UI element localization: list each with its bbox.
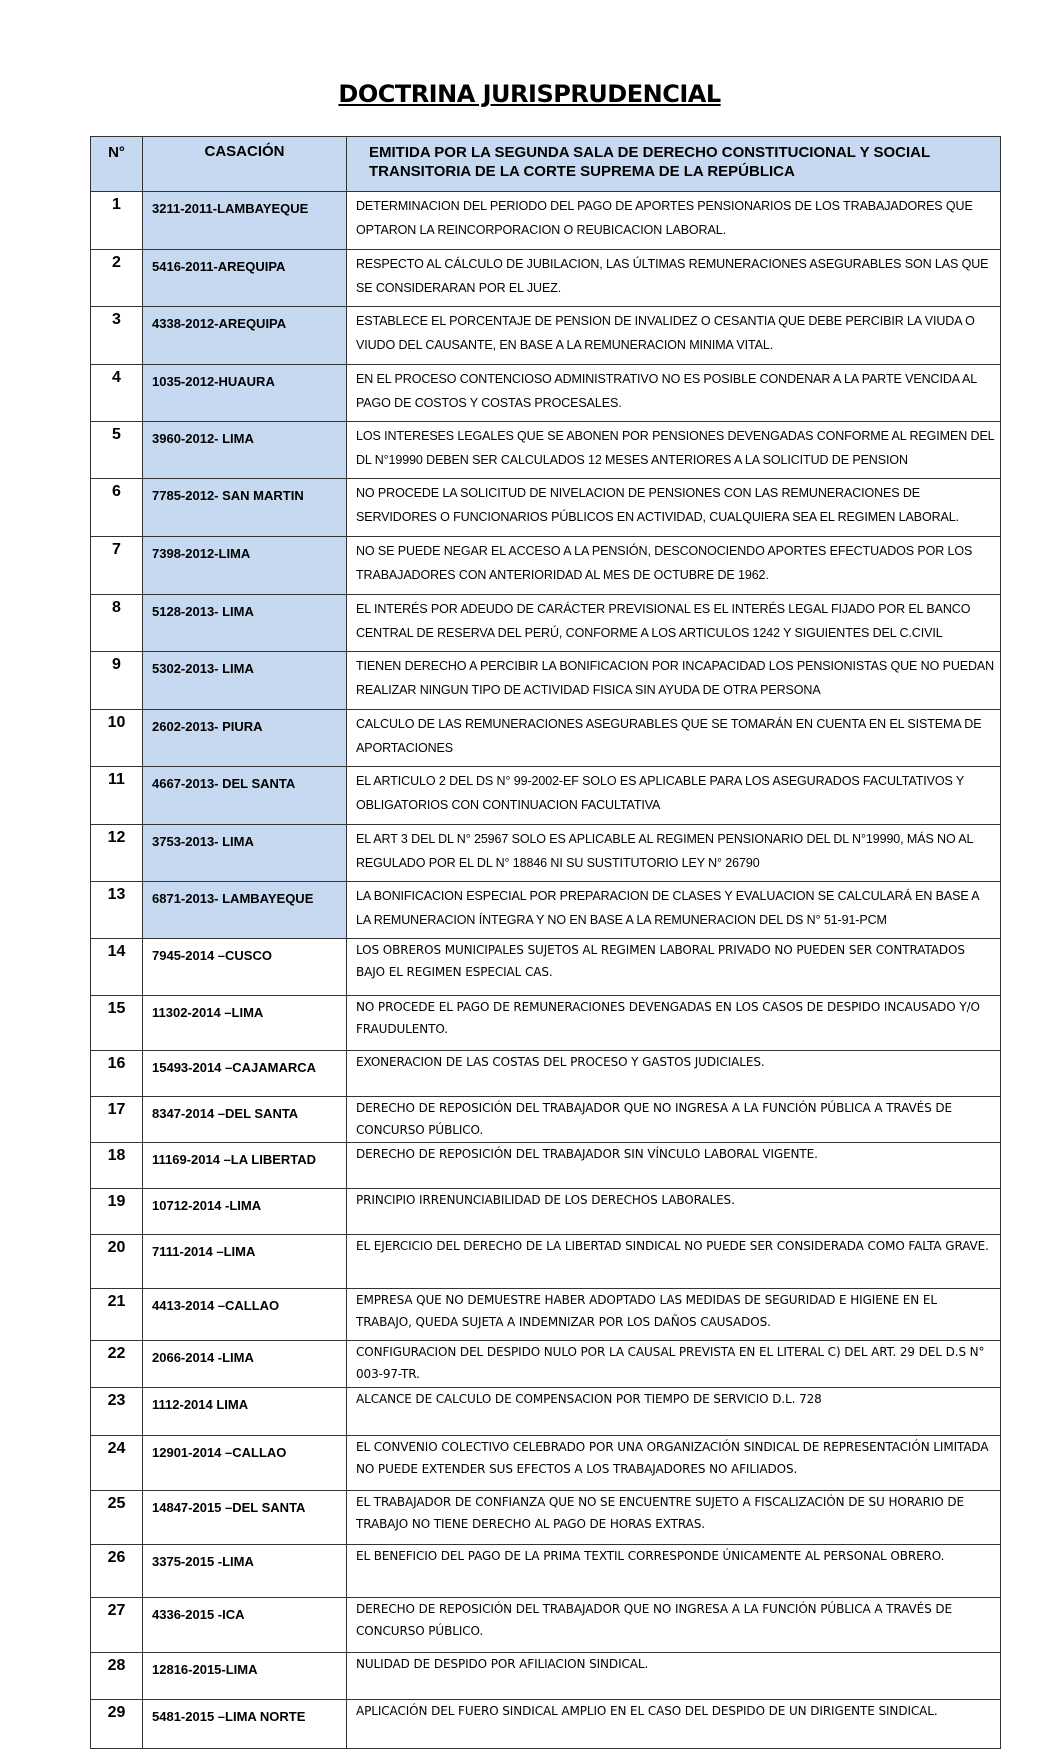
row-description: ESTABLECE EL PORCENTAJE DE PENSION DE INVALIDEZ O CESANTIA QUE DEBE PERCIBIR LA VIUDA O VIUDO DEL CAUSANTE, EN BASE A LA REMUNERACION MINIMA VITAL. <box>347 307 1001 365</box>
row-number: 15 <box>91 996 143 1051</box>
row-number: 18 <box>91 1143 143 1189</box>
row-description: ALCANCE DE CALCULO DE COMPENSACION POR TIEMPO DE SERVICIO D.L. 728 <box>347 1388 1001 1436</box>
row-number: 2 <box>91 250 143 307</box>
table-row <box>91 1700 1001 1749</box>
table-row <box>91 1341 1001 1388</box>
row-number: 9 <box>91 652 143 710</box>
row-casacion: 7111-2014 –LIMA <box>143 1235 347 1289</box>
row-description: EL CONVENIO COLECTIVO CELEBRADO POR UNA ORGANIZACIÓN SINDICAL DE REPRESENTACIÓN LIMITADA NO PUEDE EXTENDER SUS EFECTOS A LOS TRABAJADORES NO AFILIADOS. <box>347 1436 1001 1491</box>
row-description: DERECHO DE REPOSICIÓN DEL TRABAJADOR QUE NO INGRESA A LA FUNCIÓN PÚBLICA A TRAVÉS DE CONCURSO PÚBLICO. <box>347 1598 1001 1653</box>
table-row <box>91 595 1001 652</box>
row-casacion: 11169-2014 –LA LIBERTAD <box>143 1143 347 1189</box>
row-number: 24 <box>91 1436 143 1491</box>
row-casacion: 5302-2013- LIMA <box>143 652 347 710</box>
row-number: 10 <box>91 710 143 767</box>
row-casacion: 12901-2014 –CALLAO <box>143 1436 347 1491</box>
row-number: 13 <box>91 882 143 939</box>
row-description: PRINCIPIO IRRENUNCIABILIDAD DE LOS DERECHOS LABORALES. <box>347 1189 1001 1235</box>
row-number: 23 <box>91 1388 143 1436</box>
row-description: EL ART 3 DEL DL N° 25967 SOLO ES APLICABLE AL REGIMEN PENSIONARIO DEL DL N°19990, MÁS NO AL REGULADO POR EL DL N° 18846 NI SU SUSTITUTORIO LEY N° 26790 <box>347 825 1001 882</box>
row-description: EL BENEFICIO DEL PAGO DE LA PRIMA TEXTIL CORRESPONDE ÚNICAMENTE AL PERSONAL OBRERO. <box>347 1545 1001 1598</box>
row-casacion: 4667-2013- DEL SANTA <box>143 767 347 825</box>
row-description: DETERMINACION DEL PERIODO DEL PAGO DE APORTES PENSIONARIOS DE LOS TRABAJADORES QUE OPTARON LA REINCORPORACION O REUBICACION LABORAL. <box>347 192 1001 250</box>
row-casacion: 14847-2015 –DEL SANTA <box>143 1491 347 1545</box>
table-row <box>91 767 1001 825</box>
row-number: 8 <box>91 595 143 652</box>
row-description: CALCULO DE LAS REMUNERACIONES ASEGURABLES QUE SE TOMARÁN EN CUENTA EN EL SISTEMA DE APORTACIONES <box>347 710 1001 767</box>
table-row <box>91 996 1001 1051</box>
table-row <box>91 1545 1001 1598</box>
table-row <box>91 882 1001 939</box>
row-casacion: 7785-2012- SAN MARTIN <box>143 479 347 537</box>
row-description: EMPRESA QUE NO DEMUESTRE HABER ADOPTADO LAS MEDIDAS DE SEGURIDAD E HIGIENE EN EL TRABAJO, QUEDA SUJETA A INDEMNIZAR POR LOS DAÑOS CAUSADOS. <box>347 1289 1001 1341</box>
row-description: DERECHO DE REPOSICIÓN DEL TRABAJADOR QUE NO INGRESA A LA FUNCIÓN PÚBLICA A TRAVÉS DE CONCURSO PÚBLICO. <box>347 1097 1001 1143</box>
row-casacion: 5416-2011-AREQUIPA <box>143 250 347 307</box>
row-number: 7 <box>91 537 143 595</box>
row-casacion: 4338-2012-AREQUIPA <box>143 307 347 365</box>
table-row <box>91 1051 1001 1097</box>
table-row <box>91 1235 1001 1289</box>
table-header-row <box>91 137 1001 192</box>
row-number: 3 <box>91 307 143 365</box>
row-casacion: 10712-2014 -LIMA <box>143 1189 347 1235</box>
table-row <box>91 250 1001 307</box>
row-number: 26 <box>91 1545 143 1598</box>
row-description: DERECHO DE REPOSICIÓN DEL TRABAJADOR SIN VÍNCULO LABORAL VIGENTE. <box>347 1143 1001 1189</box>
row-casacion: 5481-2015 –LIMA NORTE <box>143 1700 347 1749</box>
row-description: RESPECTO AL CÁLCULO DE JUBILACION, LAS ÚLTIMAS REMUNERACIONES ASEGURABLES SON LAS QUE SE CONSIDERARAN POR EL JUEZ. <box>347 250 1001 307</box>
header-description: EMITIDA POR LA SEGUNDA SALA DE DERECHO CONSTITUCIONAL Y SOCIAL TRANSITORIA DE LA CORTE SUPREMA DE LA REPÚBLICA <box>347 137 1001 192</box>
row-casacion: 3753-2013- LIMA <box>143 825 347 882</box>
row-description: EL TRABAJADOR DE CONFIANZA QUE NO SE ENCUENTRE SUJETO A FISCALIZACIÓN DE SU HORARIO DE TRABAJO NO TIENE DERECHO AL PAGO DE HORAS EXTRAS. <box>347 1491 1001 1545</box>
row-description: EL INTERÉS POR ADEUDO DE CARÁCTER PREVISIONAL ES EL INTERÉS LEGAL FIJADO POR EL BANCO CENTRAL DE RESERVA DEL PERÚ, CONFORME A LOS ARTICULOS 1242 Y SIGUIENTES DEL C.CIVIL <box>347 595 1001 652</box>
table-row <box>91 192 1001 250</box>
row-description: EL EJERCICIO DEL DERECHO DE LA LIBERTAD SINDICAL NO PUEDE SER CONSIDERADA COMO FALTA GRAVE. <box>347 1235 1001 1289</box>
row-number: 17 <box>91 1097 143 1143</box>
row-number: 5 <box>91 422 143 479</box>
row-casacion: 3211-2011-LAMBAYEQUE <box>143 192 347 250</box>
row-description: LOS OBREROS MUNICIPALES SUJETOS AL REGIMEN LABORAL PRIVADO NO PUEDEN SER CONTRATADOS BAJO EL REGIMEN ESPECIAL CAS. <box>347 939 1001 996</box>
row-number: 16 <box>91 1051 143 1097</box>
row-casacion: 4336-2015 -ICA <box>143 1598 347 1653</box>
row-description: NO PROCEDE EL PAGO DE REMUNERACIONES DEVENGADAS EN LOS CASOS DE DESPIDO INCAUSADO Y/O FRAUDULENTO. <box>347 996 1001 1051</box>
row-casacion: 12816-2015-LIMA <box>143 1653 347 1700</box>
row-number: 22 <box>91 1341 143 1388</box>
row-casacion: 2066-2014 -LIMA <box>143 1341 347 1388</box>
row-casacion: 7945-2014 –CUSCO <box>143 939 347 996</box>
row-description: EN EL PROCESO CONTENCIOSO ADMINISTRATIVO NO ES POSIBLE CONDENAR A LA PARTE VENCIDA AL PAGO DE COSTOS Y COSTAS PROCESALES. <box>347 365 1001 422</box>
row-number: 12 <box>91 825 143 882</box>
row-number: 1 <box>91 192 143 250</box>
row-number: 27 <box>91 1598 143 1653</box>
row-casacion: 8347-2014 –DEL SANTA <box>143 1097 347 1143</box>
row-casacion: 1035-2012-HUAURA <box>143 365 347 422</box>
table-row <box>91 825 1001 882</box>
table-row <box>91 1289 1001 1341</box>
table-row <box>91 652 1001 710</box>
table-row <box>91 479 1001 537</box>
jurisprudence-table <box>90 136 1001 1749</box>
row-description: TIENEN DERECHO A PERCIBIR LA BONIFICACION POR INCAPACIDAD LOS PENSIONISTAS QUE NO PUEDAN REALIZAR NINGUN TIPO DE ACTIVIDAD FISICA SIN AYUDA DE OTRA PERSONA <box>347 652 1001 710</box>
table-row <box>91 1598 1001 1653</box>
row-number: 20 <box>91 1235 143 1289</box>
row-casacion: 6871-2013- LAMBAYEQUE <box>143 882 347 939</box>
row-number: 19 <box>91 1189 143 1235</box>
table-row <box>91 1436 1001 1491</box>
row-number: 29 <box>91 1700 143 1749</box>
table-row <box>91 710 1001 767</box>
table-row <box>91 537 1001 595</box>
row-casacion: 11302-2014 –LIMA <box>143 996 347 1051</box>
table-row <box>91 365 1001 422</box>
row-casacion: 7398-2012-LIMA <box>143 537 347 595</box>
row-number: 21 <box>91 1289 143 1341</box>
table-row <box>91 422 1001 479</box>
row-description: APLICACIÓN DEL FUERO SINDICAL AMPLIO EN EL CASO DEL DESPIDO DE UN DIRIGENTE SINDICAL. <box>347 1700 1001 1749</box>
row-number: 6 <box>91 479 143 537</box>
table-row <box>91 1189 1001 1235</box>
row-description: EXONERACION DE LAS COSTAS DEL PROCESO Y GASTOS JUDICIALES. <box>347 1051 1001 1097</box>
table-row <box>91 307 1001 365</box>
document-title: DOCTRINA JURISPRUDENCIAL <box>338 80 721 108</box>
row-number: 14 <box>91 939 143 996</box>
row-number: 25 <box>91 1491 143 1545</box>
row-casacion: 2602-2013- PIURA <box>143 710 347 767</box>
row-description: NO SE PUEDE NEGAR EL ACCESO A LA PENSIÓN, DESCONOCIENDO APORTES EFECTUADOS POR LOS TRABAJADORES CON ANTERIORIDAD AL MES DE OCTUBRE DE 1962. <box>347 537 1001 595</box>
table-row <box>91 939 1001 996</box>
table-row <box>91 1491 1001 1545</box>
row-description: CONFIGURACION DEL DESPIDO NULO POR LA CAUSAL PREVISTA EN EL LITERAL C) DEL ART. 29 DEL D.S N° 003-97-TR. <box>347 1341 1001 1388</box>
row-casacion: 1112-2014 LIMA <box>143 1388 347 1436</box>
row-number: 4 <box>91 365 143 422</box>
row-casacion: 15493-2014 –CAJAMARCA <box>143 1051 347 1097</box>
table-row <box>91 1143 1001 1189</box>
header-number: N° <box>91 137 143 192</box>
row-description: LA BONIFICACION ESPECIAL POR PREPARACION DE CLASES Y EVALUACION SE CALCULARÁ EN BASE A LA REMUNERACION ÍNTEGRA Y NO EN BASE A LA REMUNERACION DEL DS N° 51-91-PCM <box>347 882 1001 939</box>
table-row <box>91 1653 1001 1700</box>
row-description: EL ARTICULO 2 DEL DS N° 99-2002-EF SOLO ES APLICABLE PARA LOS ASEGURADOS FACULTATIVOS Y OBLIGATORIOS CON CONTINUACION FACULTATIVA <box>347 767 1001 825</box>
row-casacion: 5128-2013- LIMA <box>143 595 347 652</box>
row-casacion: 3960-2012- LIMA <box>143 422 347 479</box>
row-casacion: 4413-2014 –CALLAO <box>143 1289 347 1341</box>
table-body <box>91 192 1001 1749</box>
table-row <box>91 1097 1001 1143</box>
row-description: NULIDAD DE DESPIDO POR AFILIACION SINDICAL. <box>347 1653 1001 1700</box>
header-casacion: CASACIÓN <box>143 137 347 192</box>
row-number: 28 <box>91 1653 143 1700</box>
row-casacion: 3375-2015 -LIMA <box>143 1545 347 1598</box>
row-description: LOS INTERESES LEGALES QUE SE ABONEN POR PENSIONES DEVENGADAS CONFORME AL REGIMEN DEL DL N°19990 DEBEN SER CALCULADOS 12 MESES ANTERIORES A LA SOLICITUD DE PENSION <box>347 422 1001 479</box>
row-number: 11 <box>91 767 143 825</box>
row-description: NO PROCEDE LA SOLICITUD DE NIVELACION DE PENSIONES CON LAS REMUNERACIONES DE SERVIDORES O FUNCIONARIOS PÚBLICOS EN ACTIVIDAD, CUALQUIERA SEA EL REGIMEN LABORAL. <box>347 479 1001 537</box>
table-row <box>91 1388 1001 1436</box>
